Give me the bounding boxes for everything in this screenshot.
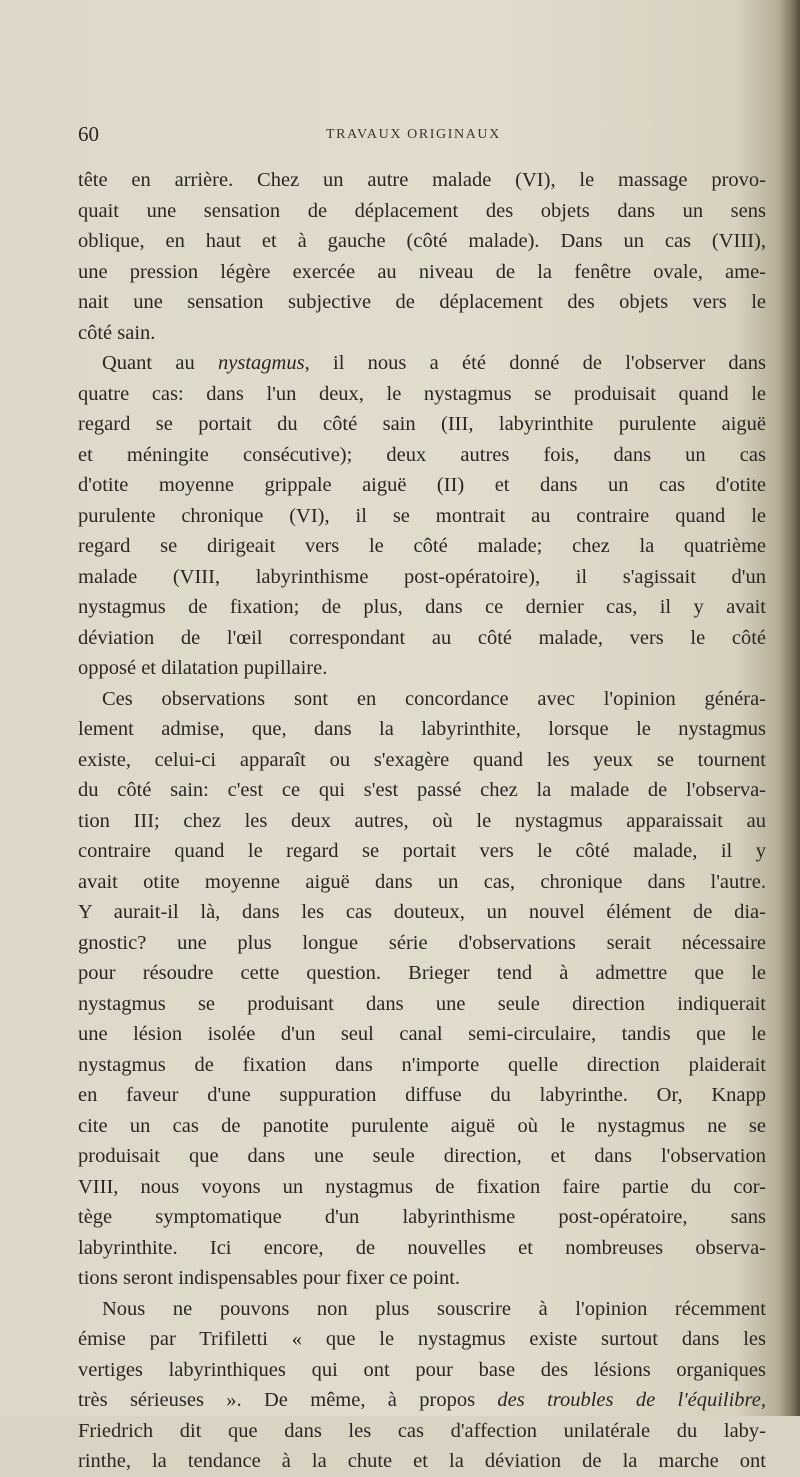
text-line: regard se portait du côté sain (III, labyrinthite purulente aiguë (78, 413, 766, 435)
text-line: tion III; chez les deux autres, où le nystagmus apparaissait au (78, 809, 766, 832)
text-span: très sérieuses ». De même, à propos (78, 1389, 476, 1411)
text-line: tions seront indispensables pour fixer ce point. (78, 1267, 461, 1289)
text-line: Nous ne pouvons non plus souscrire à l'opinion récemment (102, 1297, 766, 1320)
text-line: rinthe, la tendance à la chute et la déviation de la marche ont (78, 1450, 766, 1472)
text-line (78, 1385, 766, 1416)
text-line: et méningite consécutive); deux autres fois, dans un cas (78, 443, 766, 466)
text-line: produisait que dans une seule direction, et dans l'observation (78, 1145, 766, 1167)
text-span: , il nous a été donné de l'observer dans (304, 352, 766, 374)
text-line: tège symptomatique d'un labyrinthisme post-opératoire, sans (78, 1206, 766, 1228)
text-line: d'otite moyenne grippale aiguë (II) et dans un cas d'otite (78, 474, 766, 496)
text-line: une pression légère exercée au niveau de la fenêtre ovale, ame- (78, 260, 766, 283)
text-line: déviation de l'œil correspondant au côté malade, vers le côté (78, 626, 766, 649)
text-line: côté sain. (78, 321, 156, 344)
text-line: Friedrich dit que dans les cas d'affection unilatérale du laby- (78, 1419, 766, 1442)
text-line: labyrinthite. Ici encore, de nouvelles et nombreuses observa- (78, 1236, 766, 1259)
running-head: TRAVAUX ORIGINAUX (326, 127, 501, 142)
text-line: contraire quand le regard se portait vers le côté malade, il y (78, 840, 766, 862)
text-line: une lésion isolée d'un seul canal semi-circulaire, tandis que le (78, 1023, 766, 1045)
text-line: tête en arrière. Chez un autre malade (VI), le massage provo- (78, 169, 766, 191)
page-number: 60 (78, 122, 99, 146)
text-line: nystagmus se produisant dans une seule direction indiquerait (78, 992, 766, 1015)
text-line: quatre cas: dans l'un deux, le nystagmus se produisait quand le (78, 382, 766, 405)
text-line: quait une sensation de déplacement des objets dans un sens (78, 199, 766, 222)
text-line: nystagmus de fixation; de plus, dans ce dernier cas, il y avait (78, 596, 766, 618)
text-span: au (175, 352, 195, 374)
text-line: VIII, nous voyons un nystagmus de fixation faire partie du cor- (78, 1175, 766, 1198)
text-line: oblique, en haut et à gauche (côté malade). Dans un cas (VIII), (78, 230, 766, 252)
text-line: regard se dirigeait vers le côté malade; chez la quatrième (78, 535, 766, 557)
text-line: opposé et dilatation pupillaire. (78, 657, 328, 679)
text-line: vertiges labyrinthiques qui ont pour base des lésions organiques (78, 1358, 766, 1381)
text-line: existe, celui-ci apparaît ou s'exagère quand les yeux se tournent (78, 748, 766, 771)
text-line: émise par Trifiletti « que le nystagmus existe surtout dans les (78, 1328, 766, 1350)
text-line: purulente chronique (VI), il se montrait au contraire quand le (78, 504, 766, 527)
text-line: nystagmus de fixation dans n'importe quelle direction plaiderait (78, 1053, 766, 1076)
text-line: en faveur d'une suppuration diffuse du labyrinthe. Or, Knapp (78, 1084, 766, 1106)
text-line: nait une sensation subjective de déplacement des objets vers le (78, 291, 766, 313)
text-line: pour résoudre cette question. Brieger tend à admettre que le (78, 962, 766, 984)
page-header (78, 122, 768, 152)
text-line: lement admise, que, dans la labyrinthite, lorsque le nystagmus (78, 718, 766, 740)
text-line: du côté sain: c'est ce qui s'est passé chez la malade de l'observa- (78, 779, 766, 801)
text-line: gnostic? une plus longue série d'observations serait nécessaire (78, 931, 766, 954)
text-line (78, 348, 766, 379)
page-edge-shadow (780, 0, 800, 1416)
text-line: malade (VIII, labyrinthisme post-opératoire), il s'agissait d'un (78, 565, 766, 588)
text-line: Y aurait-il là, dans les cas douteux, un nouvel élément de dia- (78, 901, 766, 923)
italic-term: des troubles de l'équilibre (497, 1389, 761, 1411)
text-line: Ces observations sont en concordance avec l'opinion généra- (102, 687, 766, 710)
text-line: cite un cas de panotite purulente aiguë où le nystagmus ne se (78, 1114, 766, 1137)
paragraph-start: Quant (102, 352, 153, 374)
text-span: , (760, 1389, 766, 1411)
text-line: avait otite moyenne aiguë dans un cas, chronique dans l'autre. (78, 870, 766, 893)
body-text (78, 165, 766, 1477)
italic-term: nystagmus (218, 352, 305, 374)
